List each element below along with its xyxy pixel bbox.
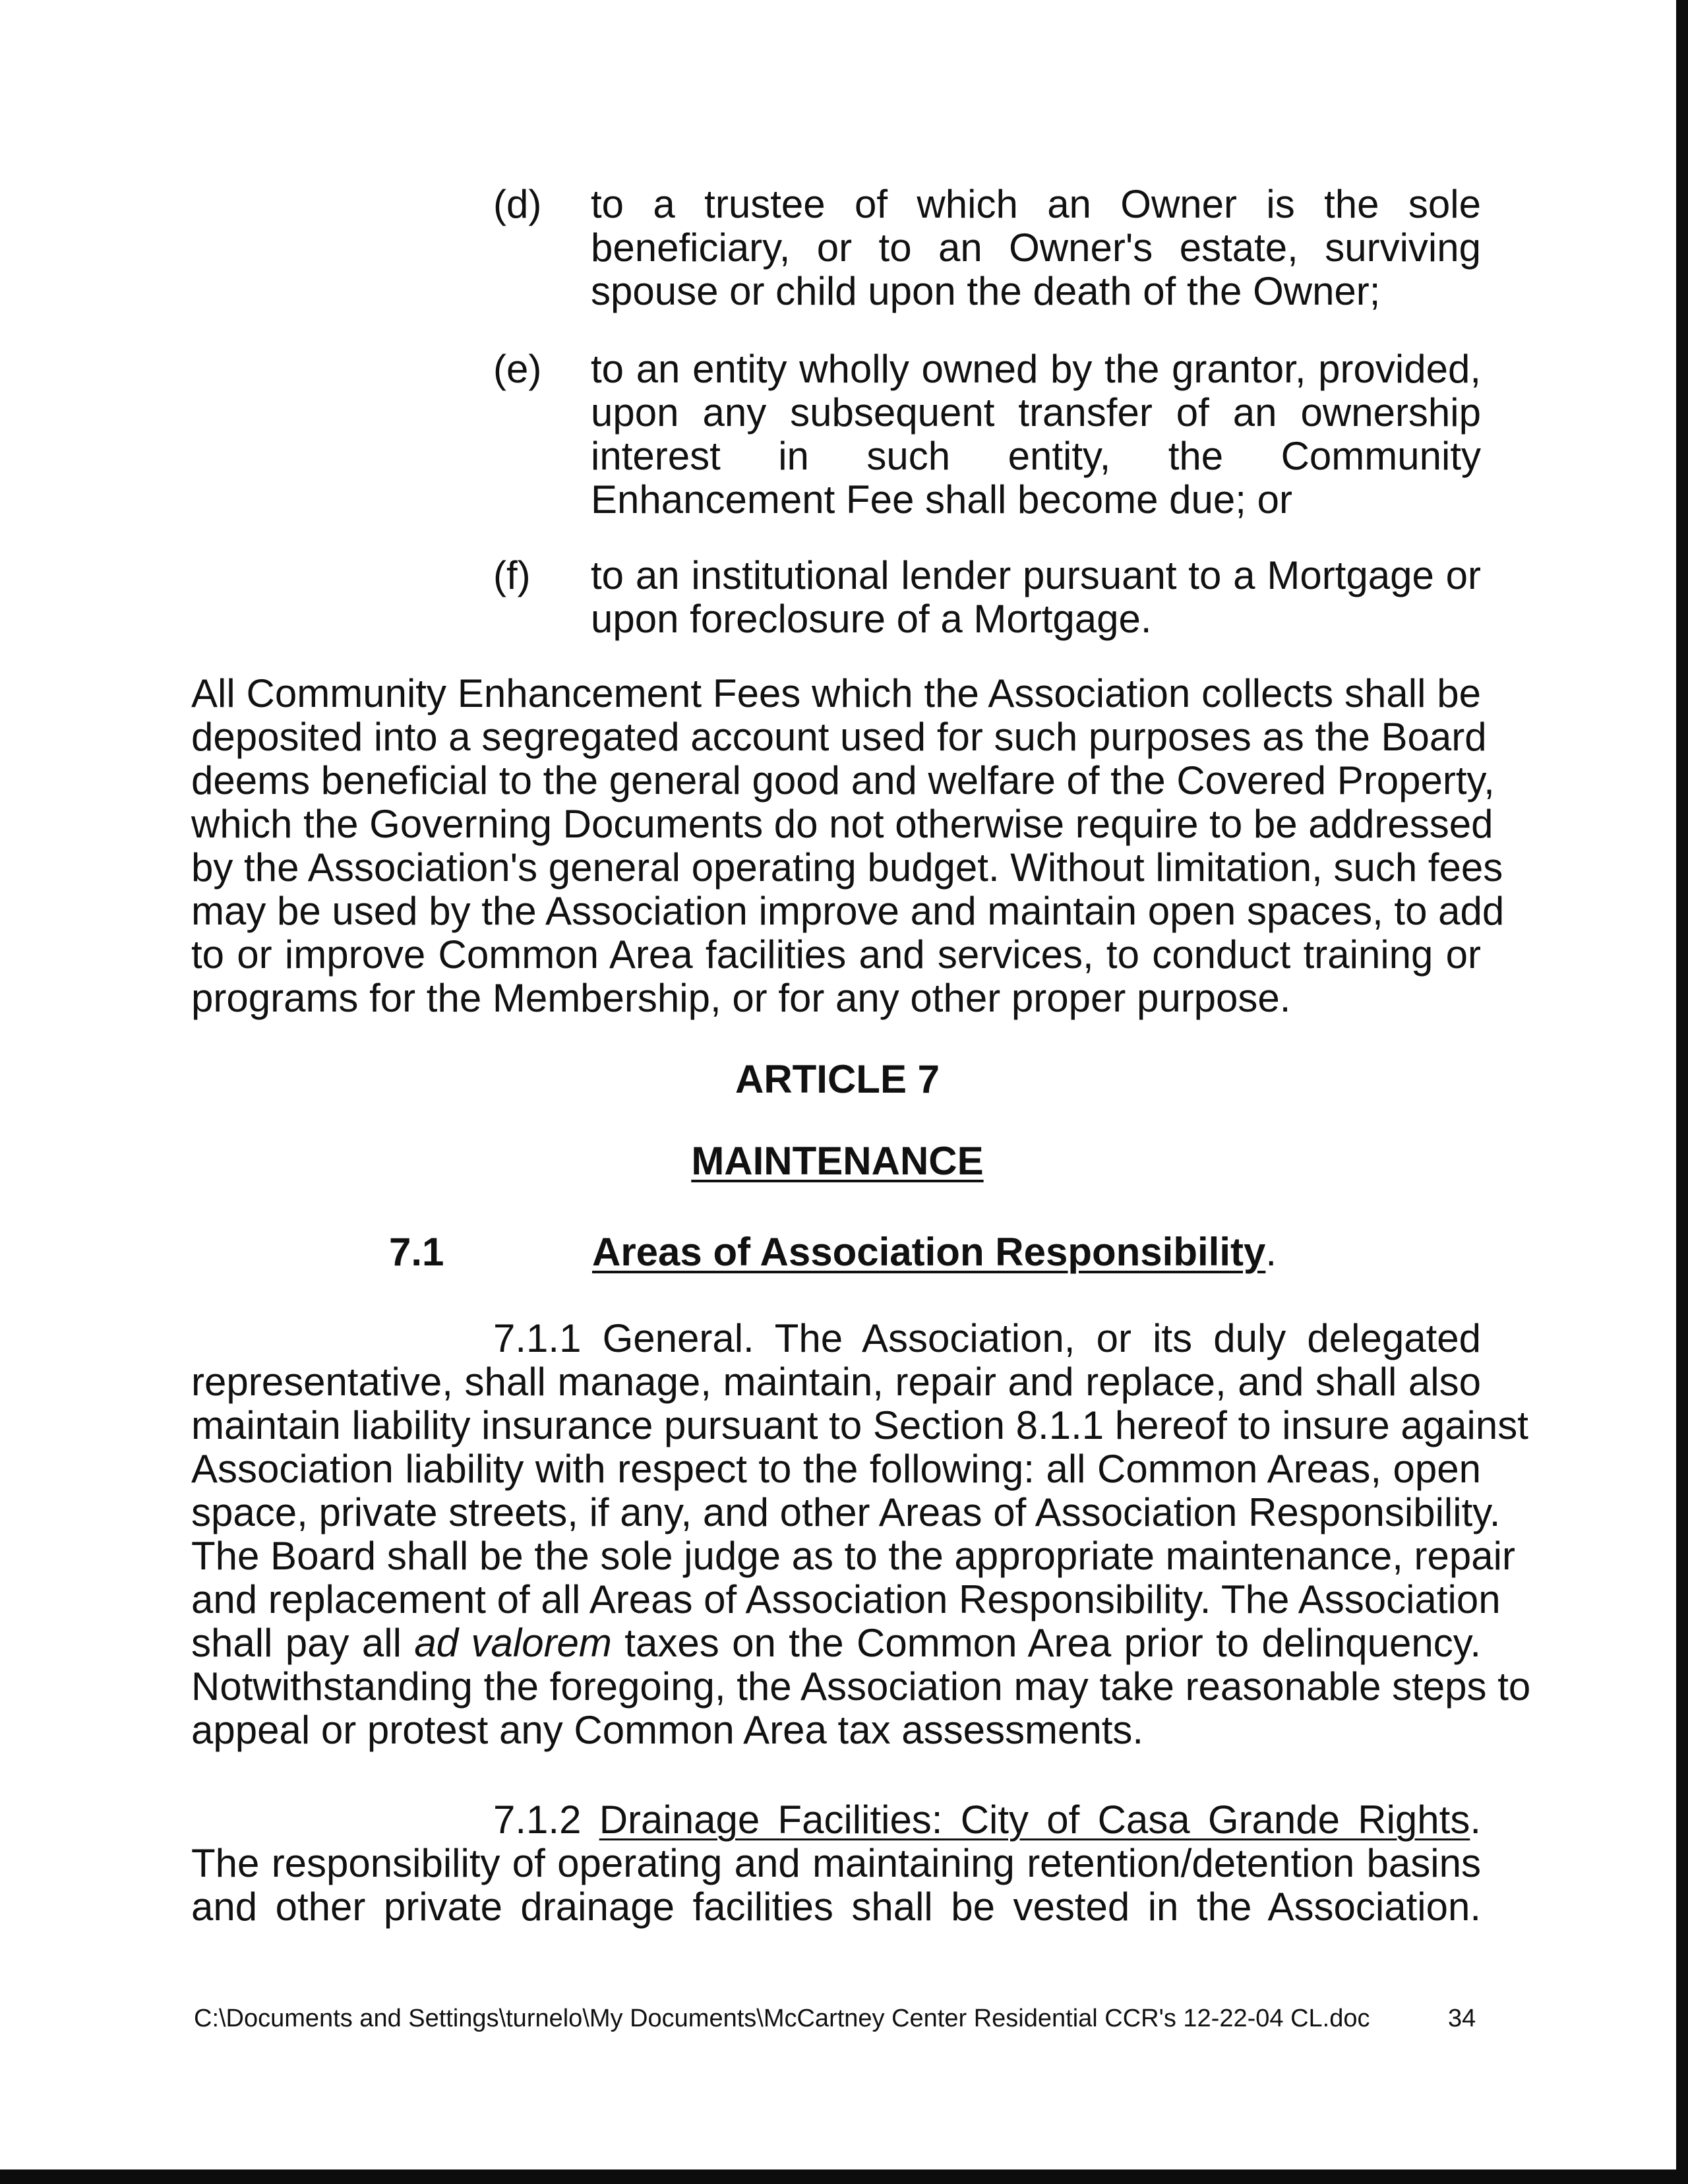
list-item-e-line-1: to an entity wholly owned by the grantor, provided, — [591, 347, 1481, 391]
fees-paragraph-line: deposited into a segregated account used for such purposes as the Board — [191, 715, 1487, 759]
fees-paragraph-line: programs for the Membership, or for any other proper purpose. — [191, 976, 1291, 1020]
fees-paragraph-line: deems beneficial to the general good and welfare of the Covered Property, — [191, 758, 1495, 803]
sub712-title-period: . — [1470, 1798, 1482, 1842]
sub711-line: maintain liability insurance pursuant to Section 8.1.1 hereof to insure against — [191, 1403, 1528, 1447]
scan-border-bottom — [0, 2169, 1688, 2184]
sub711-line: and replacement of all Areas of Association Responsibility. The Association — [191, 1577, 1501, 1622]
article-title — [0, 1139, 1675, 1183]
section-title: Areas of Association Responsibility — [592, 1230, 1266, 1274]
list-item-d-line-3: spouse or child upon the death of the Owner; — [591, 269, 1381, 313]
list-marker-f: (f) — [493, 553, 531, 597]
list-item-d-line-1: to a trustee of which an Owner is the sole — [591, 182, 1481, 226]
fees-paragraph-line: All Community Enhancement Fees which the Association collects shall be — [191, 671, 1481, 715]
list-item-e-line-4: Enhancement Fee shall become due; or — [591, 477, 1292, 522]
section-number: 7.1 — [389, 1230, 444, 1274]
list-item-e-line-2: upon any subsequent transfer of an ownership — [591, 390, 1481, 435]
sub711-first-line: 7.1.1 General. The Association, or its duly delegated — [493, 1316, 1481, 1360]
fees-paragraph-line: to or improve Common Area facilities and services, to conduct training or — [191, 932, 1481, 977]
list-item-e-line-3: interest in such entity, the Community — [591, 434, 1481, 478]
list-item-d-line-2: beneficiary, or to an Owner's estate, surviving — [591, 226, 1481, 270]
list-item-f-line-2: upon foreclosure of a Mortgage. — [591, 597, 1152, 641]
sub711-line: space, private streets, if any, and other Areas of Association Responsibility. — [191, 1490, 1501, 1534]
sub712-heading-line — [493, 1798, 1481, 1842]
sub711-line: The Board shall be the sole judge as to the appropriate maintenance, repair — [191, 1534, 1515, 1578]
footer-page-number: 34 — [1448, 2005, 1476, 2032]
sub712-line: The responsibility of operating and maintaining retention/detention basins — [191, 1841, 1481, 1885]
article-number: ARTICLE 7 — [735, 1057, 940, 1101]
scan-border-right — [1676, 0, 1688, 2184]
sub712-line: and other private drainage facilities shall be vested in the Association. — [191, 1885, 1481, 1929]
section-title-period: . — [1265, 1230, 1277, 1274]
list-marker-e: (e) — [493, 347, 542, 391]
sub711-line: Notwithstanding the foregoing, the Association may take reasonable steps to — [191, 1664, 1531, 1709]
list-marker-d: (d) — [493, 182, 542, 226]
fees-paragraph-line: by the Association's general operating budget. Without limitation, such fees — [191, 845, 1503, 890]
footer-file-path: C:\Documents and Settings\turnelo\My Documents\McCartney Center Residential CCR's 12-22-04 CL.doc — [194, 2005, 1370, 2032]
sub711-line7-before: shall pay all — [191, 1621, 415, 1665]
sub711-line: Association liability with respect to the following: all Common Areas, open — [191, 1447, 1481, 1491]
article-title-text: MAINTENANCE — [691, 1139, 984, 1183]
sub712-title: Drainage Facilities: City of Casa Grande Rights — [599, 1798, 1470, 1842]
sub711-line-with-italic — [191, 1622, 1481, 1665]
sub711-line7-after: taxes on the Common Area prior to delinquency. — [611, 1621, 1481, 1665]
fees-paragraph-line: which the Governing Documents do not otherwise require to be addressed — [191, 802, 1493, 846]
fees-paragraph-line: may be used by the Association improve and maintain open spaces, to add — [191, 889, 1505, 933]
list-item-f-line-1: to an institutional lender pursuant to a Mortgage or — [591, 553, 1481, 597]
sub711-line7-italic: ad valorem — [414, 1621, 612, 1665]
sub711-line: appeal or protest any Common Area tax assessments. — [191, 1708, 1144, 1752]
sub711-line: representative, shall manage, maintain, repair and replace, and shall also — [191, 1360, 1481, 1404]
sub712-number: 7.1.2 — [493, 1798, 582, 1842]
section-heading — [592, 1230, 1277, 1274]
